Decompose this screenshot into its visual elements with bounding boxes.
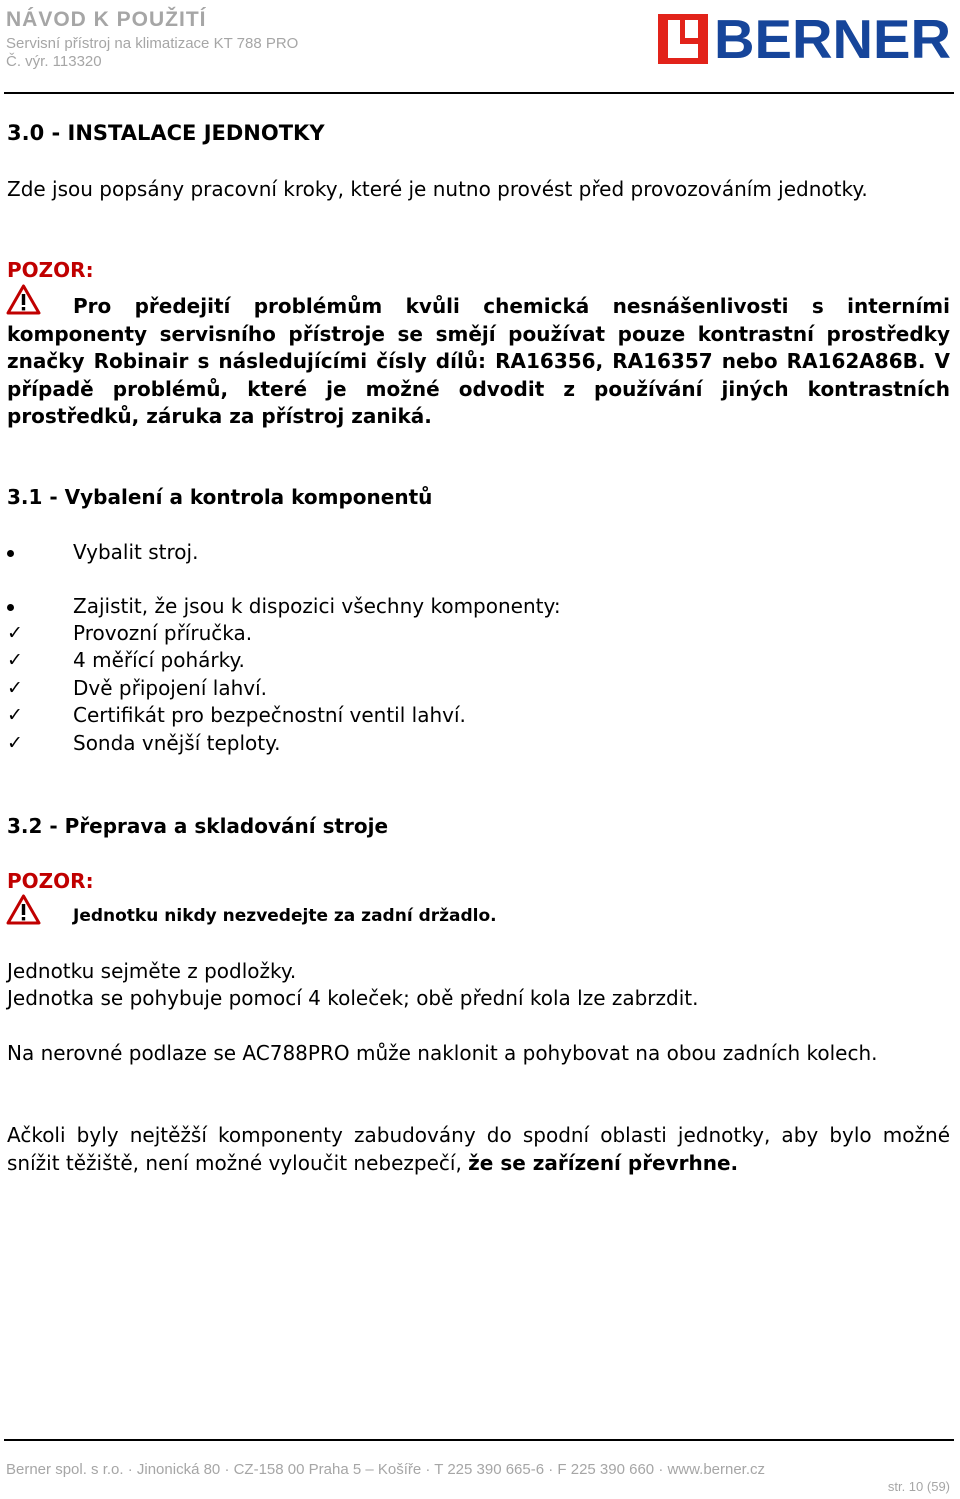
berner-logo [658,14,952,64]
checklist-item: Sonda vnější teploty. [73,731,281,755]
paragraph-normal-text: Ačkoli byly nejtěžší komponenty zabudovány do spodní oblasti jednotky, aby bylo možné snížit těžiště, není možné vyloučit nebezpečí, [7,1123,950,1175]
checkmark-icon: ✓ [7,732,23,754]
section-intro: Zde jsou popsány pracovní kroky, které je nutno provést před provozováním jednotky. [7,177,868,201]
warning-text: Pro předejití problémům kvůli chemická nesnášenlivosti s interními komponenty servisního přístroje se smějí používat pouze kontrastní prostředky značky Robinair s následujícími čísly dílů: RA16356, RA16357 nebo RA162A86B. V případě problémů, které je možné odvodit z používání jiných kontrastních prostředků, záruka za přístroj zaniká. [7,294,950,428]
checkmark-icon: ✓ [7,704,23,726]
checklist-item: Certifikát pro bezpečnostní ventil lahví. [73,703,466,727]
warning-label: POZOR: [7,869,94,893]
header-divider [4,92,954,94]
transport-paragraph-1: Na nerovné podlaze se AC788PRO může naklonit a pohybovat na obou zadních kolech. [7,1041,878,1065]
checkmark-icon: ✓ [7,622,23,644]
logo-wordmark: BERNER [714,14,951,64]
warning-text: Jednotku nikdy nezvedejte za zadní držadlo. [73,906,497,926]
page-number: str. 10 (59) [887,1479,950,1494]
transport-line-2: Jednotka se pohybuje pomocí 4 koleček; obě přední kola lze zabrzdit. [7,986,699,1010]
checklist-item: Dvě připojení lahví. [73,676,267,700]
list-item: Vybalit stroj. [73,540,199,564]
bullet-icon [7,550,14,557]
checklist-item: 4 měřící pohárky. [73,648,245,672]
checkmark-icon: ✓ [7,649,23,671]
section-heading-3-1: 3.1 - Vybalení a kontrola komponentů [7,485,433,509]
section-heading-3-0: 3.0 - INSTALACE JEDNOTKY [7,121,325,145]
transport-paragraph-2 [7,1122,950,1177]
footer-divider [4,1439,954,1441]
checkmark-icon: ✓ [7,677,23,699]
transport-line-1: Jednotku sejměte z podložky. [7,959,297,983]
list-item: Zajistit, že jsou k dispozici všechny komponenty: [73,594,561,618]
document-subtitle: Servisní přístroj na klimatizace KT 788 PRO [6,35,299,52]
bullet-icon [7,604,14,611]
document-title: NÁVOD K POUŽITÍ [6,8,207,31]
warning-triangle-icon [6,894,41,925]
footer-company: Berner spol. s r.o. · Jinonická 80 · CZ-158 00 Praha 5 – Košíře · T 225 390 665-6 · F 225 390 660 · www.berner.cz [6,1461,766,1478]
paragraph-bold-text: že se zařízení převrhne. [468,1150,739,1175]
checklist-item: Provozní příručka. [73,621,253,645]
section-heading-3-2: 3.2 - Přeprava a skladování stroje [7,814,389,838]
warning-label: POZOR: [7,258,94,282]
part-number: Č. výr. 113320 [6,53,102,70]
